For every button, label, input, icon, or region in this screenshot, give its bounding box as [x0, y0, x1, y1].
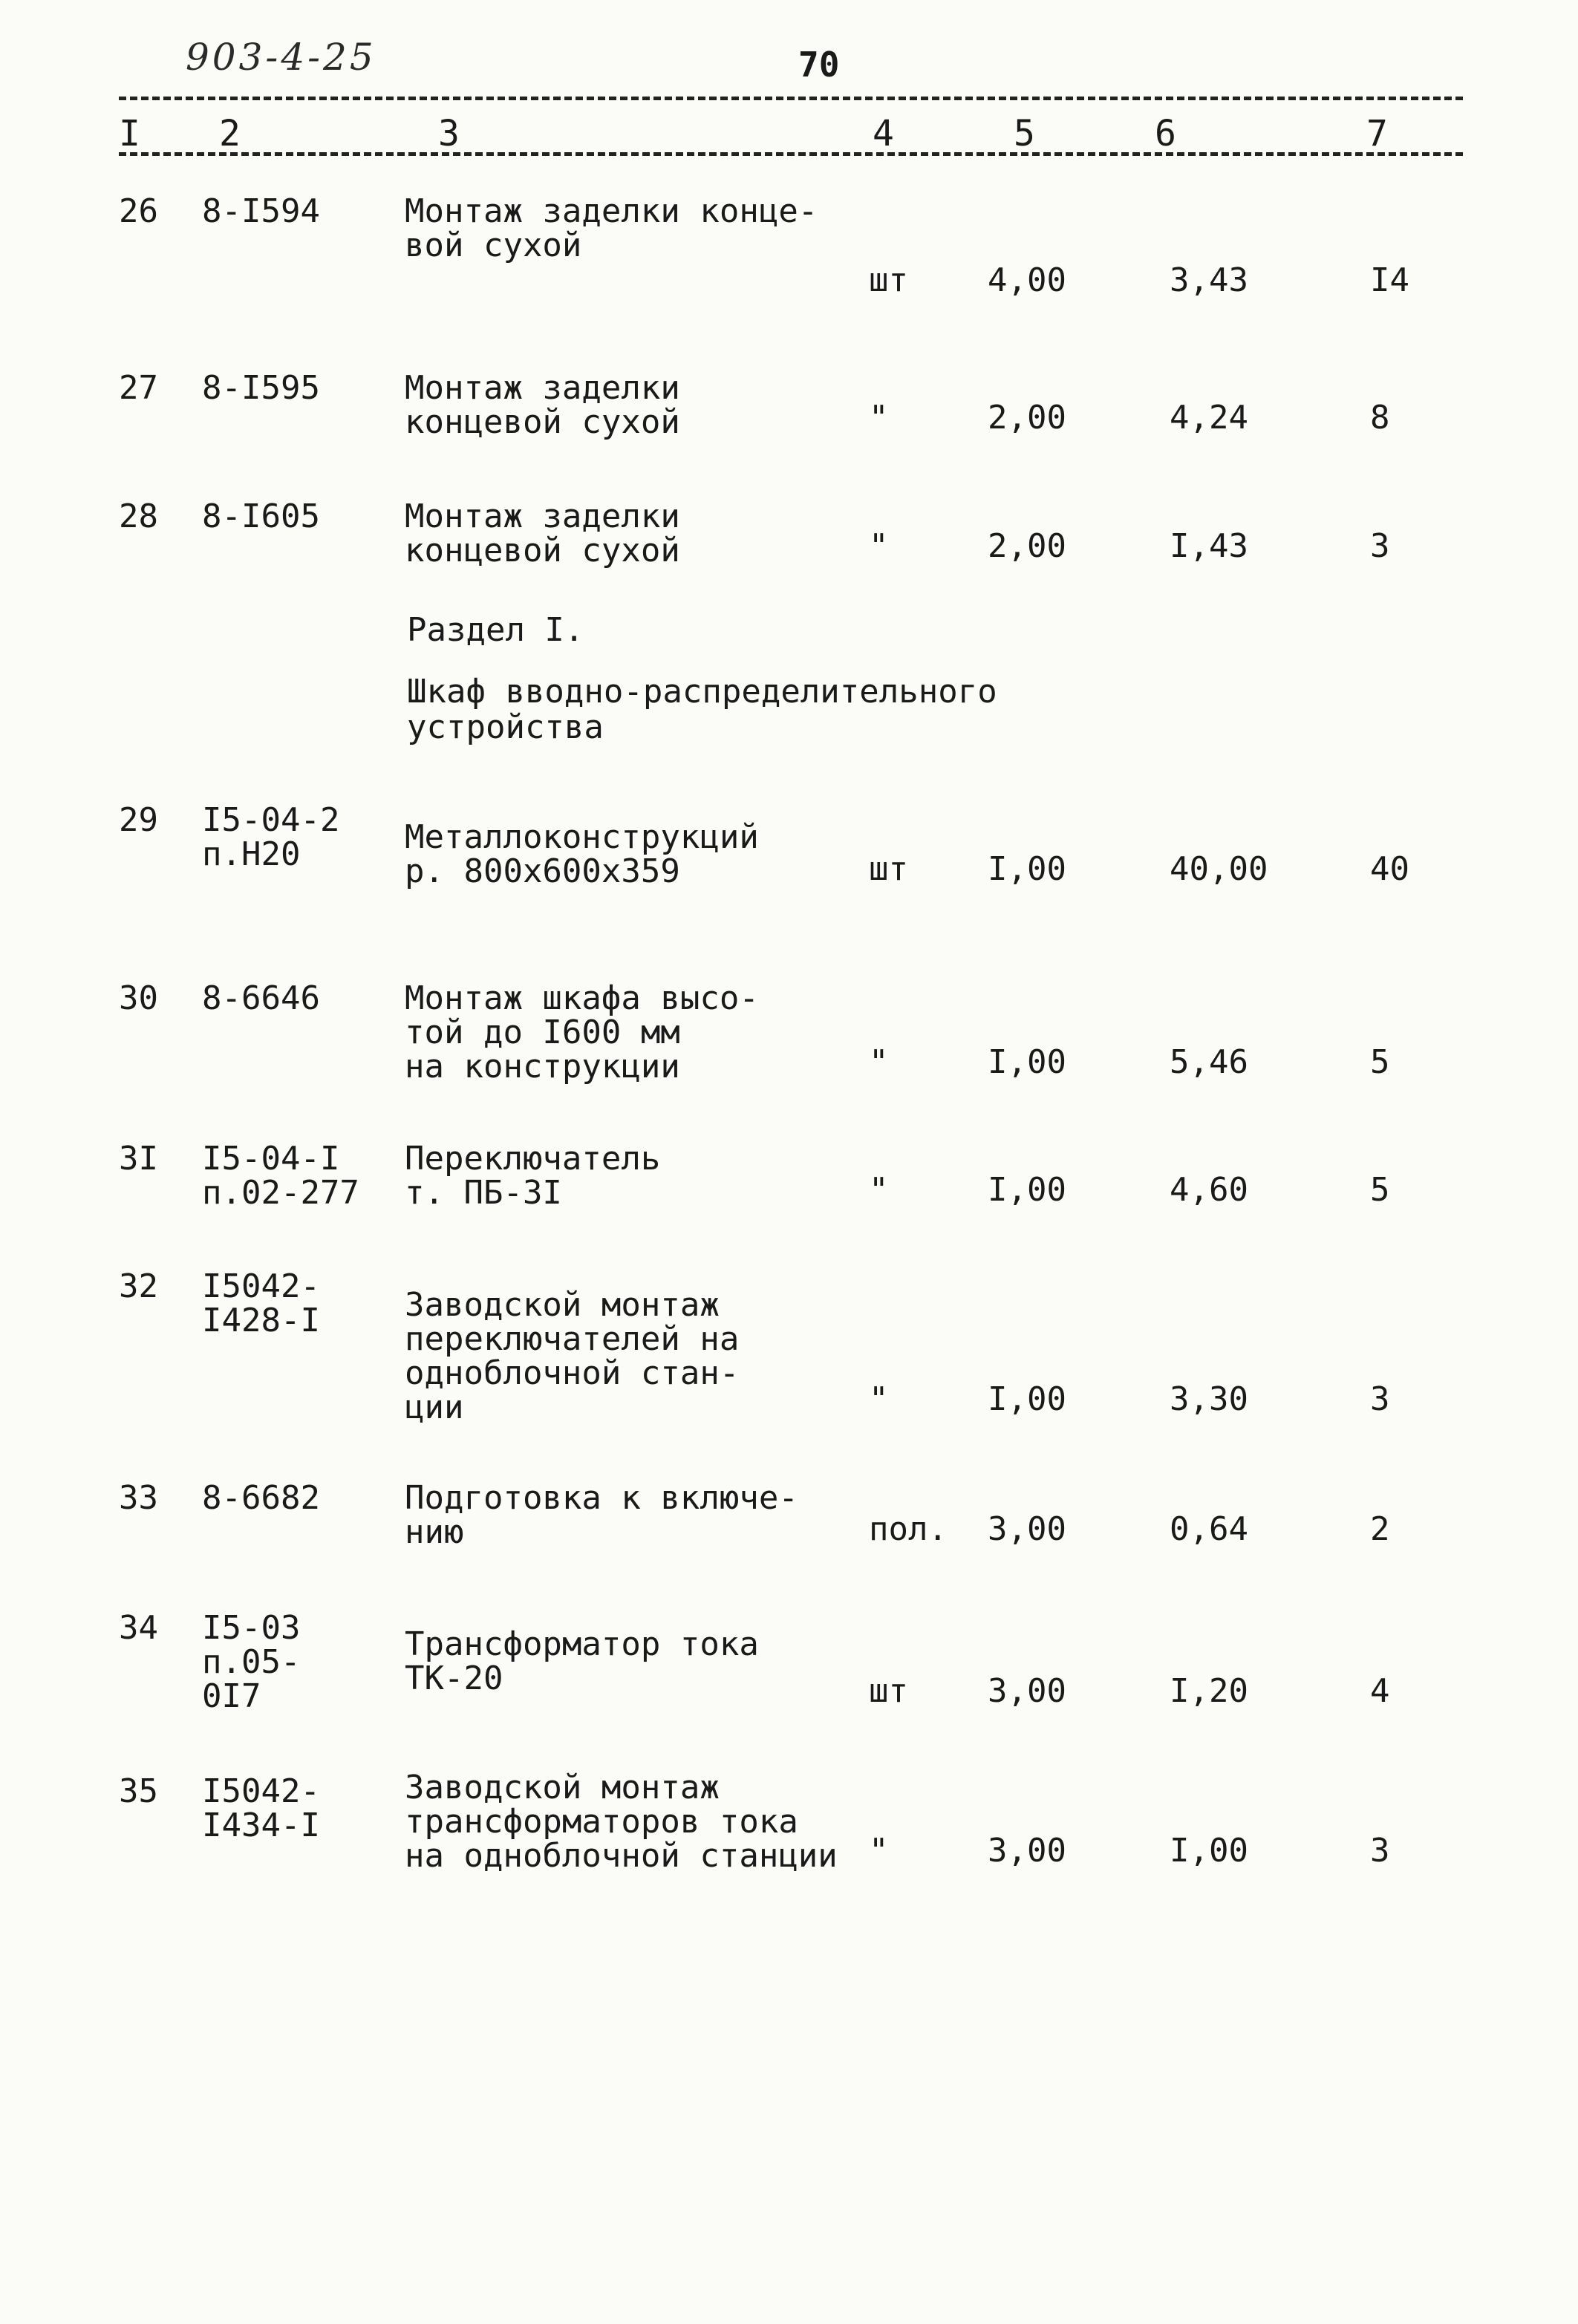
- row-description: Монтаж заделки концевой сухой: [405, 369, 680, 441]
- row-quantity: I,00: [988, 1380, 1066, 1418]
- row-unit: шт: [869, 261, 908, 299]
- row-unit-cost: 0,64: [1170, 1510, 1248, 1548]
- row-quantity: 3,00: [988, 1832, 1066, 1870]
- row-unit: ": [869, 1832, 889, 1870]
- row-code: 8-6682: [202, 1479, 320, 1517]
- handwritten-code: 903-4-25: [186, 36, 376, 79]
- row-total: 2: [1370, 1510, 1390, 1548]
- row-number: 35: [119, 1772, 158, 1810]
- row-total: 3: [1370, 527, 1390, 565]
- row-quantity: 3,00: [988, 1510, 1066, 1548]
- row-quantity: I,00: [988, 1171, 1066, 1209]
- row-code: I5042- I428-I: [202, 1267, 320, 1339]
- column-header-7: 7: [1366, 113, 1388, 154]
- row-number: 32: [119, 1267, 158, 1305]
- row-code: I5042- I434-I: [202, 1772, 320, 1844]
- row-number: 29: [119, 801, 158, 839]
- row-quantity: 2,00: [988, 399, 1066, 437]
- row-number: 33: [119, 1479, 158, 1517]
- row-code: 8-6646: [202, 979, 320, 1017]
- section-title: Раздел I.: [407, 611, 584, 649]
- row-description: Подготовка к включе- нию: [405, 1479, 798, 1551]
- row-number: 26: [119, 192, 158, 230]
- row-description: Монтаж заделки концевой сухой: [405, 497, 680, 569]
- row-total: 40: [1370, 850, 1409, 888]
- row-number: 3I: [119, 1140, 158, 1178]
- column-header-4: 4: [873, 113, 894, 154]
- row-unit-cost: 4,60: [1170, 1171, 1248, 1209]
- row-total: 3: [1370, 1832, 1390, 1870]
- row-unit-cost: I,00: [1170, 1832, 1248, 1870]
- row-unit-cost: 40,00: [1170, 850, 1268, 888]
- row-total: 5: [1370, 1171, 1390, 1209]
- row-code: I5-03 п.05- 0I7: [202, 1609, 301, 1715]
- row-unit-cost: 3,43: [1170, 261, 1248, 299]
- row-unit-cost: 3,30: [1170, 1380, 1248, 1418]
- row-quantity: 2,00: [988, 527, 1066, 565]
- row-unit: шт: [869, 850, 908, 888]
- row-description: Заводской монтаж переключателей на одноблочной стан- ции: [405, 1286, 740, 1426]
- page-number: 70: [798, 45, 840, 85]
- row-quantity: 4,00: [988, 261, 1066, 299]
- row-total: I4: [1370, 261, 1409, 299]
- column-header-5: 5: [1014, 113, 1035, 154]
- row-description: Заводской монтаж трансформаторов тока на одноблочной станции: [405, 1769, 838, 1875]
- row-unit: пол.: [869, 1510, 948, 1548]
- row-description: Трансформатор тока ТК-20: [405, 1625, 759, 1697]
- row-unit: ": [869, 399, 889, 437]
- row-description: Монтаж заделки конце- вой сухой: [405, 192, 818, 264]
- column-header-2: 2: [219, 113, 241, 154]
- row-number: 28: [119, 497, 158, 535]
- column-header-1: I: [119, 113, 140, 154]
- row-unit: ": [869, 1380, 889, 1418]
- row-code: I5-04-2 п.Н20: [202, 801, 340, 873]
- row-number: 30: [119, 979, 158, 1017]
- row-number: 34: [119, 1609, 158, 1647]
- row-code: 8-I595: [202, 369, 320, 407]
- row-unit-cost: I,20: [1170, 1672, 1248, 1710]
- column-header-3: 3: [438, 113, 460, 154]
- row-quantity: I,00: [988, 1043, 1066, 1081]
- row-quantity: I,00: [988, 850, 1066, 888]
- row-quantity: 3,00: [988, 1672, 1066, 1710]
- row-code: I5-04-I п.02-277: [202, 1140, 359, 1212]
- row-code: 8-I594: [202, 192, 320, 230]
- row-unit: ": [869, 1171, 889, 1209]
- row-number: 27: [119, 369, 158, 407]
- section-subtitle: Шкаф вводно-распределительного устройства: [407, 673, 997, 746]
- row-description: Металлоконструкций р. 800х600х359: [405, 818, 759, 890]
- row-total: 4: [1370, 1672, 1390, 1710]
- row-unit: ": [869, 527, 889, 565]
- row-unit-cost: 5,46: [1170, 1043, 1248, 1081]
- row-unit: ": [869, 1043, 889, 1081]
- row-total: 8: [1370, 399, 1390, 437]
- row-total: 3: [1370, 1380, 1390, 1418]
- row-unit-cost: I,43: [1170, 527, 1248, 565]
- row-unit: шт: [869, 1672, 908, 1710]
- row-unit-cost: 4,24: [1170, 399, 1248, 437]
- row-description: Переключатель т. ПБ-3I: [405, 1140, 661, 1212]
- row-total: 5: [1370, 1043, 1390, 1081]
- row-code: 8-I605: [202, 497, 320, 535]
- row-description: Монтаж шкафа высо- той до I600 мм на конструкции: [405, 979, 759, 1086]
- column-header-6: 6: [1155, 113, 1176, 154]
